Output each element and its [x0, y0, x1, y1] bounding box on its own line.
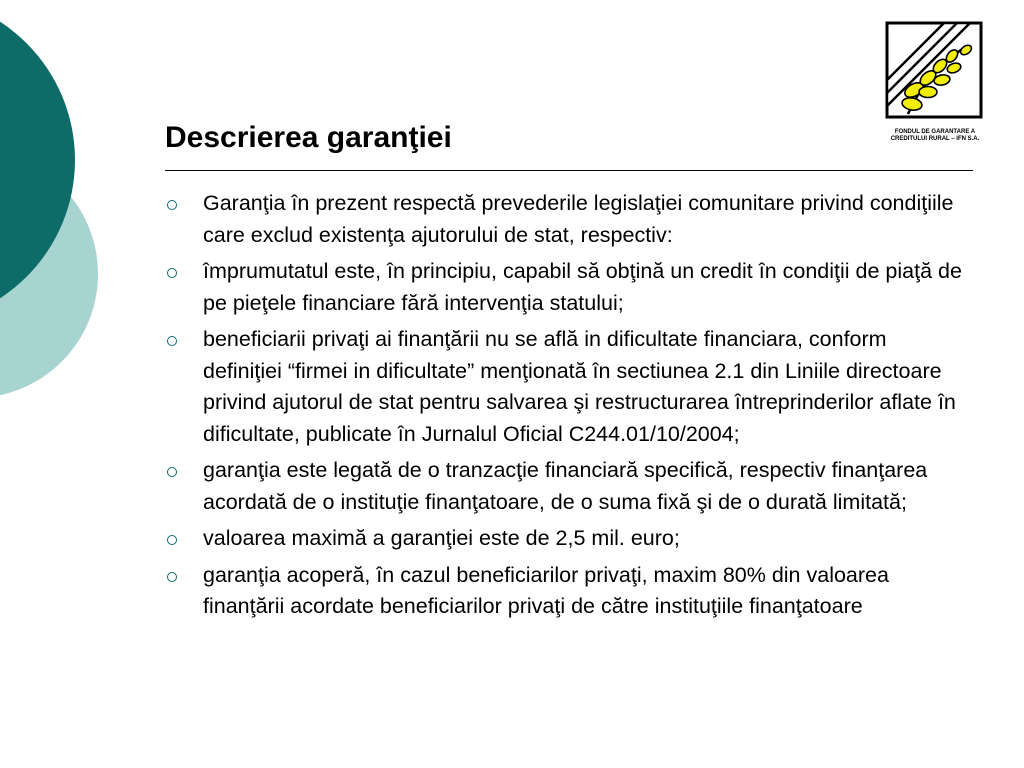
- bullet-circle-icon: [167, 572, 177, 582]
- bullet-item: [165, 256, 965, 319]
- bullet-circle-icon: [167, 268, 177, 278]
- logo: [880, 18, 990, 148]
- bullet-item: [165, 523, 965, 555]
- logo-caption: [880, 129, 990, 143]
- bullet-circle-icon: [167, 535, 177, 545]
- bullet-circle-icon: [167, 336, 177, 346]
- bullet-text: garanţia este legată de o tranzacţie financiară specifică, respectiv finanţarea acordată de o instituţie finanţatoare, de o suma fixă şi de o durată limitată;: [203, 458, 928, 514]
- slide-title: Descrierea garanţiei: [165, 121, 452, 154]
- bullet-list: [165, 188, 965, 628]
- bullet-circle-icon: [167, 200, 177, 210]
- bullet-text: valoarea maximă a garanţiei este de 2,5 mil. euro;: [203, 526, 680, 550]
- bullet-item: [165, 455, 965, 518]
- bullet-text: garanţia acoperă, în cazul beneficiarilor privaţi, maxim 80% din valoarea finanţării acordate beneficiarilor privaţi de către instituţiile finanţatoare: [203, 562, 889, 618]
- bullet-text: beneficiarii privaţi ai finanţării nu se află in dificultate financiara, conform definiţiei “firmei in dificultate” menţionată în sectiunea 2.1 din Liniile directoare privind ajutorul de stat pentru salvarea şi restructurarea întreprinderilor aflate în dificultate, publicate în Jurnalul Oficial C244.01/10/2004;: [203, 327, 956, 446]
- logo-caption-line2: CREDITULUI RURAL – IFN S.A.: [890, 136, 980, 142]
- bullet-item: [165, 324, 965, 450]
- title-divider: [165, 170, 973, 171]
- bullet-item: [165, 188, 965, 251]
- bullet-circle-icon: [167, 467, 177, 477]
- bullet-item: [165, 560, 965, 623]
- wheat-logo-icon: [884, 20, 984, 120]
- bullet-text: împrumutatul este, în principiu, capabil să obţină un credit în condiţii de piaţă de pe pieţele financiare fără intervenţia statului;: [203, 259, 962, 315]
- bullet-text: Garanţia în prezent respectă prevederile legislaţiei comunitare privind condiţiile care exclud existenţa ajutorului de stat, respectiv:: [203, 191, 954, 247]
- logo-caption-line1: FONDUL DE GARANTARE A: [894, 129, 976, 135]
